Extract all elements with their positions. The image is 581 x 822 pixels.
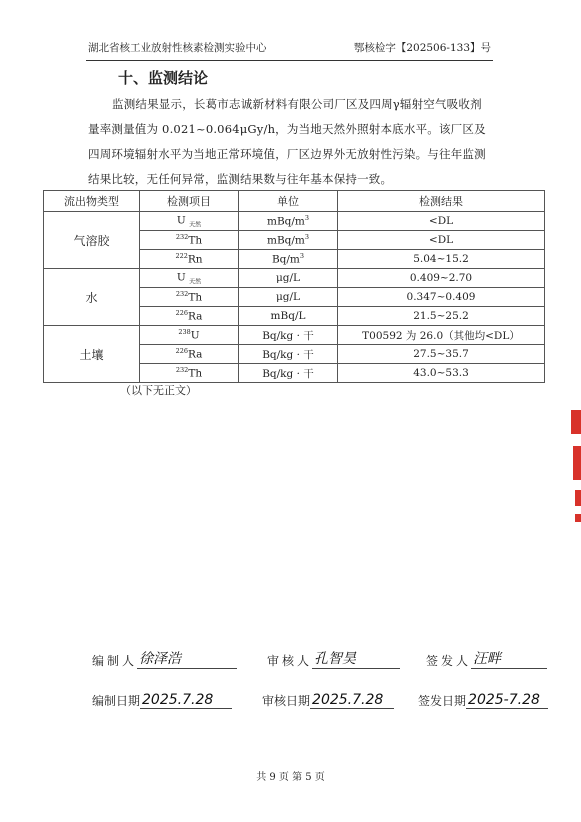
conclusion-paragraph: 监测结果显示，长葛市志诚新材料有限公司厂区及四周γ辐射空气吸收剂量率测量值为 0.021~0.064μGy/h，为当地天然外照射本底水平。该厂区及四周环境辐射水平为当地正常环境值，厂区边界外无放射性污染。与往年监测结果比较，无任何异常，监测结果数与往年基本保持一致。: [88, 97, 486, 186]
isotope-mass: 232: [175, 233, 189, 242]
label-reviewer: 审核人: [267, 654, 313, 668]
item-cell: [140, 231, 239, 250]
header-rule: [86, 60, 493, 61]
isotope-mass: 226: [175, 309, 188, 318]
seal-stamp-fragment: [575, 490, 581, 506]
signature-row: [92, 646, 547, 669]
item-cell: [140, 345, 239, 364]
element-symbol: Th: [188, 291, 203, 304]
item-cell: [140, 212, 239, 231]
col-header-item: 检测项目: [140, 191, 239, 212]
category-cell: 气溶胶: [44, 212, 140, 269]
item-cell: [140, 307, 239, 326]
unit-cell: [239, 345, 338, 364]
section-title: 十、监测结论: [118, 69, 209, 87]
unit-text: μg/L: [275, 272, 301, 284]
table-row: [44, 326, 545, 345]
category-cell: 土壤: [44, 326, 140, 383]
element-symbol: Ra: [188, 348, 203, 361]
unit-cell: [239, 364, 338, 383]
issuer-signature-line: [471, 646, 547, 669]
seal-stamp-fragment: [575, 514, 581, 522]
item-cell: [140, 250, 239, 269]
element-symbol: U: [176, 271, 186, 284]
results-body: [44, 212, 545, 383]
result-cell: T00592 为 26.0（其他均<DL）: [338, 326, 545, 345]
unit-cell: [239, 250, 338, 269]
item-cell: [140, 288, 239, 307]
unit-text: mBq/m: [266, 234, 305, 247]
issue-date: 2025-7.28: [468, 692, 540, 708]
col-header-unit: 单位: [239, 191, 338, 212]
label-review-date: 审核日期: [262, 694, 311, 708]
review-date-line: [310, 686, 394, 709]
review-date: 2025.7.28: [312, 692, 384, 708]
label-compile-date: 编制日期: [92, 694, 141, 708]
element-subscript: 天然: [189, 278, 202, 286]
header-doc-no: 鄂核检字【202506-133】号: [353, 42, 491, 54]
issue-date-line: [466, 686, 548, 709]
col-header-result: 检测结果: [338, 191, 545, 212]
element-symbol: U: [190, 329, 200, 342]
compiler-signature: 徐泽浩: [139, 651, 182, 667]
unit-cell: [239, 307, 338, 326]
element-symbol: Ra: [188, 310, 203, 323]
page-header: [88, 40, 491, 58]
unit-text: Bq/kg · 干: [262, 367, 314, 380]
table-row: [44, 269, 545, 288]
unit-exponent: 3: [299, 252, 305, 261]
element-symbol: U: [176, 214, 186, 227]
unit-text: Bq/kg · 干: [262, 329, 314, 342]
unit-cell: [239, 212, 338, 231]
unit-exponent: 3: [304, 233, 310, 242]
isotope-mass: 238: [178, 328, 191, 337]
compile-date: 2025.7.28: [142, 692, 214, 708]
isotope-mass: 222: [175, 252, 188, 261]
item-cell: [140, 269, 239, 288]
compile-date-line: [140, 686, 232, 709]
result-cell: 0.347~0.409: [338, 288, 545, 307]
unit-cell: [239, 231, 338, 250]
category-cell: 水: [44, 269, 140, 326]
col-header-type: 流出物类型: [44, 191, 140, 212]
unit-exponent: 3: [304, 214, 310, 223]
unit-text: mBq/L: [270, 310, 306, 322]
no-more-text: （以下无正文）: [120, 384, 197, 397]
unit-cell: [239, 269, 338, 288]
result-cell: <DL: [338, 231, 545, 250]
seal-stamp-fragment: [573, 446, 581, 480]
result-cell: 27.5~35.7: [338, 345, 545, 364]
unit-text: Bq/m: [271, 253, 300, 266]
result-cell: 43.0~53.3: [338, 364, 545, 383]
seal-stamp-fragment: [571, 410, 581, 434]
item-cell: [140, 326, 239, 345]
unit-text: μg/L: [275, 291, 301, 303]
issuer-signature: 汪畔: [473, 651, 502, 667]
unit-text: Bq/kg · 干: [262, 348, 314, 361]
element-subscript: 天然: [189, 221, 202, 229]
element-symbol: Th: [188, 234, 203, 247]
result-cell: <DL: [338, 212, 545, 231]
reviewer-signature: 孔智昊: [314, 651, 357, 667]
item-cell: [140, 364, 239, 383]
table-row: [44, 212, 545, 231]
isotope-mass: 232: [175, 290, 189, 299]
reviewer-signature-line: [312, 646, 400, 669]
result-cell: 21.5~25.2: [338, 307, 545, 326]
label-compiler: 编制人: [92, 654, 138, 668]
isotope-mass: 226: [175, 347, 188, 356]
isotope-mass: 232: [175, 366, 189, 375]
unit-cell: [239, 288, 338, 307]
header-org: 湖北省核工业放射性核素检测实验中心: [88, 42, 267, 54]
label-issue-date: 签发日期: [418, 694, 467, 708]
unit-cell: [239, 326, 338, 345]
unit-text: mBq/m: [266, 215, 305, 228]
result-cell: 5.04~15.2: [338, 250, 545, 269]
result-cell: 0.409~2.70: [338, 269, 545, 288]
label-issuer: 签发人: [426, 654, 472, 668]
compiler-signature-line: [137, 646, 237, 669]
results-table: [43, 190, 545, 383]
page-footer: 共 9 页 第 5 页: [256, 772, 325, 783]
element-symbol: Th: [188, 367, 203, 380]
element-symbol: Rn: [187, 253, 203, 266]
date-row: [92, 686, 548, 709]
